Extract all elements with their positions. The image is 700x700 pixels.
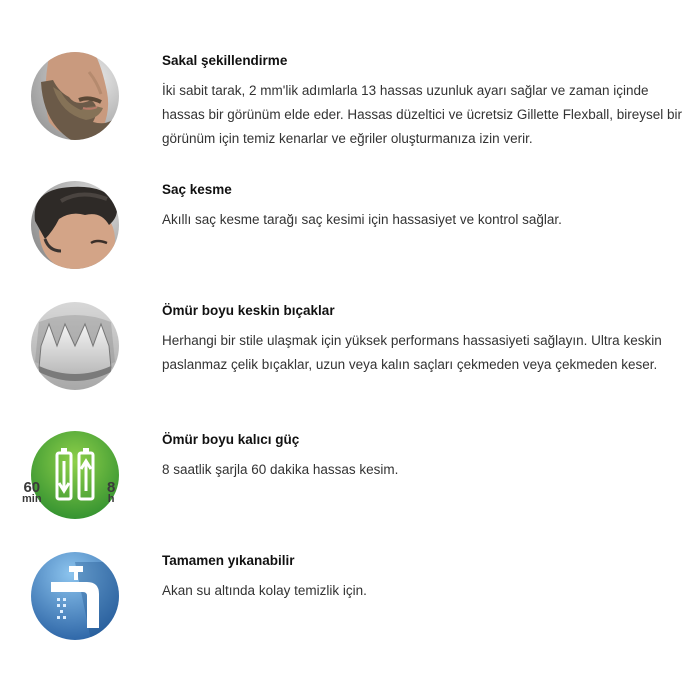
runtime-value: 60 <box>23 479 41 496</box>
beard-icon <box>31 52 119 140</box>
feature-description: Herhangi bir stile ulaşmak için yüksek performans hassasiyeti sağlayın. Ultra keskin paslanmaz çelik bıçaklar, uzun veya kalın saçları çekmeden veya çekmeden keser. <box>162 333 662 372</box>
feature-title: Ömür boyu kalıcı güç <box>162 432 300 447</box>
battery-icon <box>31 431 119 519</box>
feature-title: Tamamen yıkanabilir <box>162 553 295 568</box>
hair-icon <box>31 181 119 269</box>
feature-title: Saç kesme <box>162 182 232 197</box>
feature-description: Akan su altında kolay temizlik için. <box>162 583 367 598</box>
feature-description: 8 saatlik şarjla 60 dakika hassas kesim. <box>162 462 399 477</box>
charge-unit: h <box>107 493 115 505</box>
runtime-badge <box>22 480 42 505</box>
feature-description: Akıllı saç kesme tarağı saç kesimi için hassasiyet ve kontrol sağlar. <box>162 212 562 227</box>
faucet-icon <box>31 552 119 640</box>
feature-title: Ömür boyu keskin bıçaklar <box>162 303 335 318</box>
feature-description: İki sabit tarak, 2 mm'lik adımlarla 13 hassas uzunluk ayarı sağlar ve zaman içinde hassas bir görünüm elde eder. Hassas düzeltici ve ücretsiz Gillette Flexball, bireysel bir görünüm için temiz kenarlar ve eğriler oluşturmanıza izin verir. <box>162 83 682 146</box>
feature-title: Sakal şekillendirme <box>162 53 288 68</box>
charge-value: 8 <box>107 479 116 496</box>
runtime-unit: min <box>22 493 42 505</box>
charge-badge <box>107 480 115 505</box>
blade-icon <box>31 302 119 390</box>
